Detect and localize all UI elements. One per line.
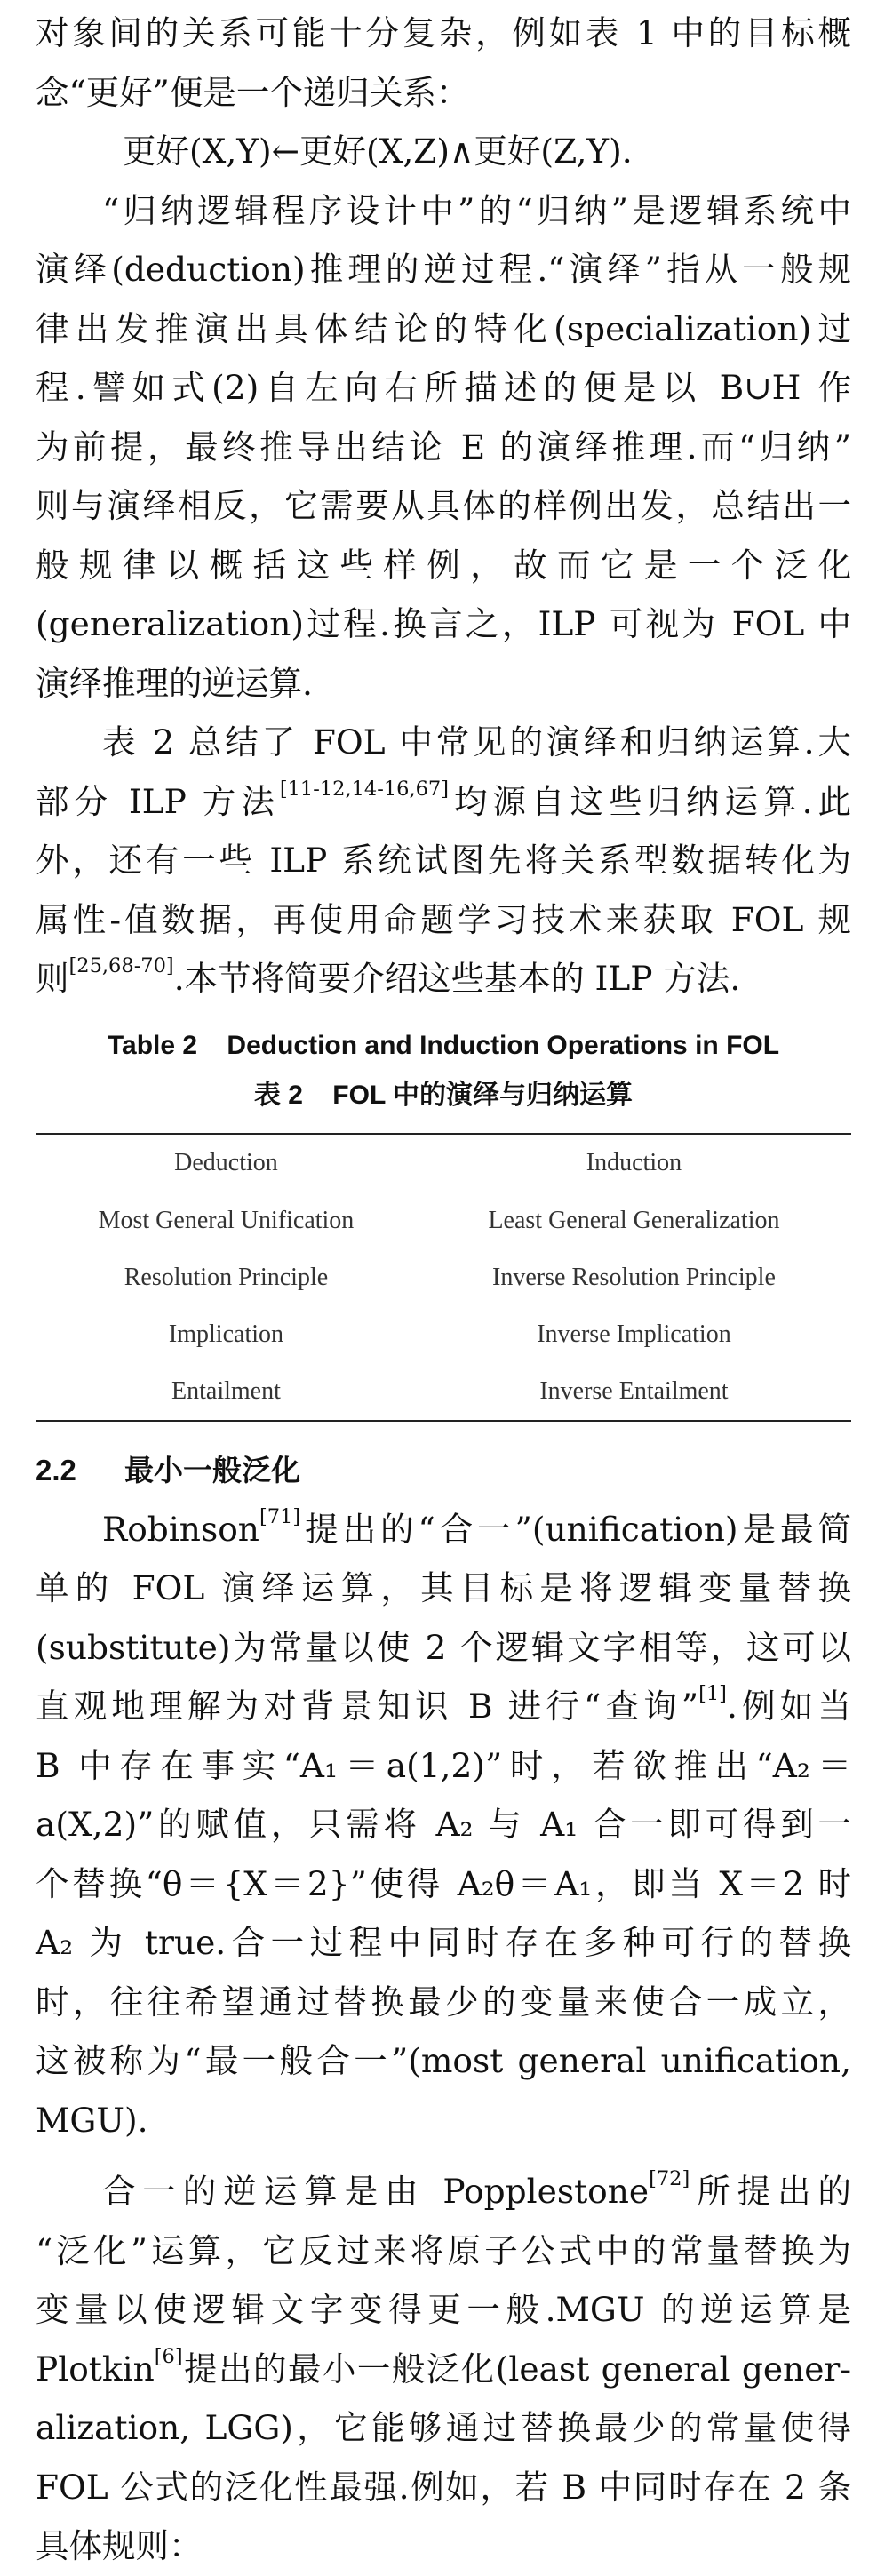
paragraph-induction (36, 181, 851, 714)
text-span: .例如当 (726, 1687, 851, 1726)
text-line (36, 1500, 851, 1559)
citation: [72] (649, 2166, 690, 2190)
operations-table (36, 1133, 851, 1422)
text-line: 时，往往希望通过替换最少的变量来使合一成立， (36, 1982, 851, 2022)
text-line: 律出发推演出具体结论的特化(specialization)过 (36, 308, 851, 348)
text-line: 对象间的关系可能十分复杂，例如表 1 中的目标概 (36, 13, 851, 52)
table-cell: Entailment (36, 1363, 417, 1421)
table-cell: Resolution Principle (124, 1263, 329, 1291)
text-span: 均源自这些归纳运算.此 (449, 781, 851, 821)
text-line: 具体规则： (36, 2526, 203, 2565)
table-block (36, 1021, 851, 1422)
text-span: 合一的逆运算是由 Popplestone (102, 2172, 650, 2211)
paragraph-lgg (36, 2162, 851, 2576)
table-cell: Inverse Entailment (417, 1363, 851, 1421)
paragraph-table-reference (36, 713, 851, 1009)
text-span: 所提出的 (690, 2172, 852, 2211)
text-line: FOL 公式的泛化性最强.例如，若 B 中同时存在 2 条 (36, 2467, 851, 2507)
text-line (36, 949, 851, 1009)
text-line (36, 1677, 851, 1736)
text-span: Robinson (102, 1509, 259, 1549)
text-span: 部分 ILP 方法 (36, 781, 280, 821)
text-line: 演绎(deduction)推理的逆过程.“演绎”指从一般规 (36, 250, 851, 289)
text-line: 演绎推理的逆运算. (36, 663, 313, 703)
text-line: MGU). (36, 2100, 148, 2140)
text-line: “泛化”运算，它反过来将原子公式中的常量替换为 (36, 2230, 851, 2270)
table-row (36, 1306, 851, 1363)
table-caption-en: Table 2 Deduction and Induction Operations in FOL (107, 1030, 780, 1060)
recursive-formula: 更好(X,Y)←更好(X,Z)∧更好(Z,Y). (123, 132, 633, 171)
text-line: 为前提，最终推导出结论 E 的演绎推理.而“归纳” (36, 427, 851, 467)
text-line: 外，还有一些 ILP 系统试图先将关系型数据转化为 (36, 841, 851, 880)
citation: [25,68-70] (68, 953, 174, 977)
text-span: Plotkin (36, 2349, 155, 2389)
text-line: alization, LGG)，它能够通过替换最少的常量使得 (36, 2408, 851, 2447)
text-span: 则 (36, 959, 69, 998)
text-line: a(X,2)”的赋值，只需将 A₂ 与 A₁ 合一即可得到一 (36, 1805, 851, 1844)
paragraph-unification (36, 1500, 851, 2150)
text-line: “归纳逻辑程序设计中”的“归纳”是逻辑系统中 (102, 190, 851, 230)
text-line: 念“更好”便是一个递归关系： (36, 72, 470, 112)
text-line: (generalization)过程.换言之，ILP 可视为 FOL 中 (36, 604, 851, 643)
text-line: 这被称为“最一般合一”(most general unification, (36, 2041, 851, 2080)
table-cell: Inverse Resolution Principle (492, 1263, 776, 1291)
text-line: 般规律以概括这些样例，故而它是一个泛化 (36, 545, 851, 585)
text-span: .本节将简要介绍这些基本的 ILP 方法. (173, 959, 741, 998)
text-span: 提出的最小一般泛化(least general gener- (182, 2349, 851, 2389)
text-line (36, 2340, 851, 2399)
citation: [6] (154, 2344, 183, 2368)
section-title: 最小一般泛化 (124, 1453, 300, 1487)
text-span: 直观地理解为对背景知识 B 进行“查询” (36, 1687, 699, 1726)
paper-page (36, 0, 851, 2576)
section-number: 2.2 (36, 1453, 76, 1487)
table-header-row (36, 1134, 851, 1192)
text-line: 单的 FOL 演绎运算，其目标是将逻辑变量替换 (36, 1568, 851, 1607)
column-header: Induction (417, 1134, 851, 1192)
table-row (36, 1249, 851, 1306)
text-line (36, 772, 851, 832)
table-row (36, 1363, 851, 1421)
citation: [71] (259, 1504, 301, 1528)
text-line: A₂ 为 true.合一过程中同时存在多种可行的替换 (36, 1923, 851, 1962)
text-line: 表 2 总结了 FOL 中常见的演绎和归纳运算.大 (102, 722, 851, 762)
column-header: Deduction (36, 1134, 417, 1192)
table-row (36, 1192, 851, 1249)
paragraph-intro (36, 4, 851, 122)
text-line: B 中存在事实“A₁＝a(1,2)”时，若欲推出“A₂＝ (36, 1745, 851, 1785)
section-heading (36, 1441, 851, 1500)
text-line: 属性-值数据，再使用命题学习技术来获取 FOL 规 (36, 899, 851, 939)
citation: [1] (698, 1681, 727, 1705)
text-line: 程.譬如式(2)自左向右所描述的便是以 B∪H 作 (36, 368, 851, 407)
text-span: 提出的“合一”(unification)是最简 (300, 1509, 851, 1549)
table-cell: Least General Generalization (488, 1206, 780, 1234)
text-line: 则与演绎相反，它需要从具体的样例出发，总结出一 (36, 486, 851, 525)
table-cell: Implication (168, 1320, 283, 1348)
text-line: (substitute)为常量以使 2 个逻辑文字相等，这可以 (36, 1627, 851, 1667)
text-line: 变量以使逻辑文字变得更一般.MGU 的逆运算是 (36, 2290, 851, 2329)
table-cell: Most General Unification (98, 1206, 355, 1234)
table-caption-zh: 表 2 FOL 中的演绎与归纳运算 (253, 1080, 634, 1110)
text-line: 个替换“θ＝{X＝2}”使得 A₂θ＝A₁，即当 X＝2 时 (36, 1863, 851, 1903)
text-line (36, 2162, 851, 2221)
table-cell: Inverse Implication (537, 1320, 731, 1348)
citation: [11-12,14-16,67] (279, 777, 450, 801)
